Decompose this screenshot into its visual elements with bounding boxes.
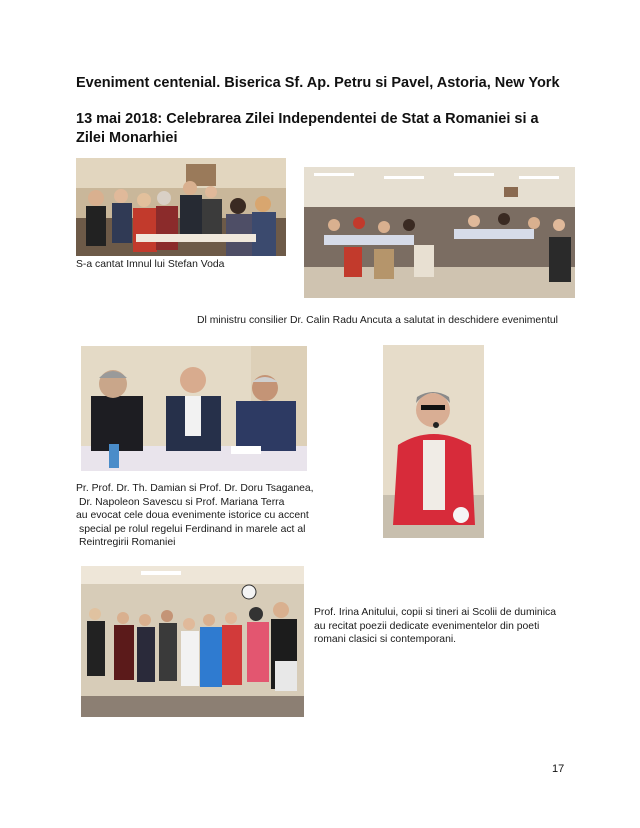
caption-children-line: romani clasici si contemporani. — [314, 634, 457, 646]
caption-speakers-line: Dr. Napoleon Savescu si Prof. Mariana Terra — [79, 496, 285, 508]
photo-event-hall — [304, 167, 575, 298]
caption-speakers-line: Pr. Prof. Dr. Th. Damian si Prof. Dr. Doru Tsaganea, — [76, 483, 314, 494]
photo-anthem-singing — [76, 158, 286, 256]
caption-children-line: au recitat poezii dedicate evenimentelor din poeti — [314, 620, 540, 632]
caption-children — [314, 606, 594, 647]
page-number: 17 — [552, 763, 565, 775]
caption-speakers-line: special pe rolul regelui Ferdinand in marele act al — [79, 523, 306, 535]
caption-speakers-line: au evocat cele doua evenimente istorice cu accent — [76, 510, 309, 522]
caption-children-line: Prof. Irina Anitului, copii si tineri ai Scolii de duminica — [314, 607, 556, 618]
photo-woman-speaking — [383, 345, 484, 538]
event-subtitle: 13 mai 2018: Celebrarea Zilei Independentei de Stat a Romaniei si a Zilei Monarhiei — [76, 111, 539, 146]
photo-speakers — [81, 346, 307, 471]
caption-speakers-line: Reintregirii Romaniei — [79, 537, 176, 549]
photo-children-reciting — [81, 566, 304, 717]
caption-minister: Dl ministru consilier Dr. Calin Radu Ancuta a salutat in deschidere evenimentul — [197, 315, 558, 326]
caption-speakers — [76, 482, 326, 550]
caption-anthem: S-a cantat Imnul lui Stefan Voda — [76, 259, 225, 270]
page-title: Eveniment centenial. Biserica Sf. Ap. Petru si Pavel, Astoria, New York — [76, 75, 560, 91]
